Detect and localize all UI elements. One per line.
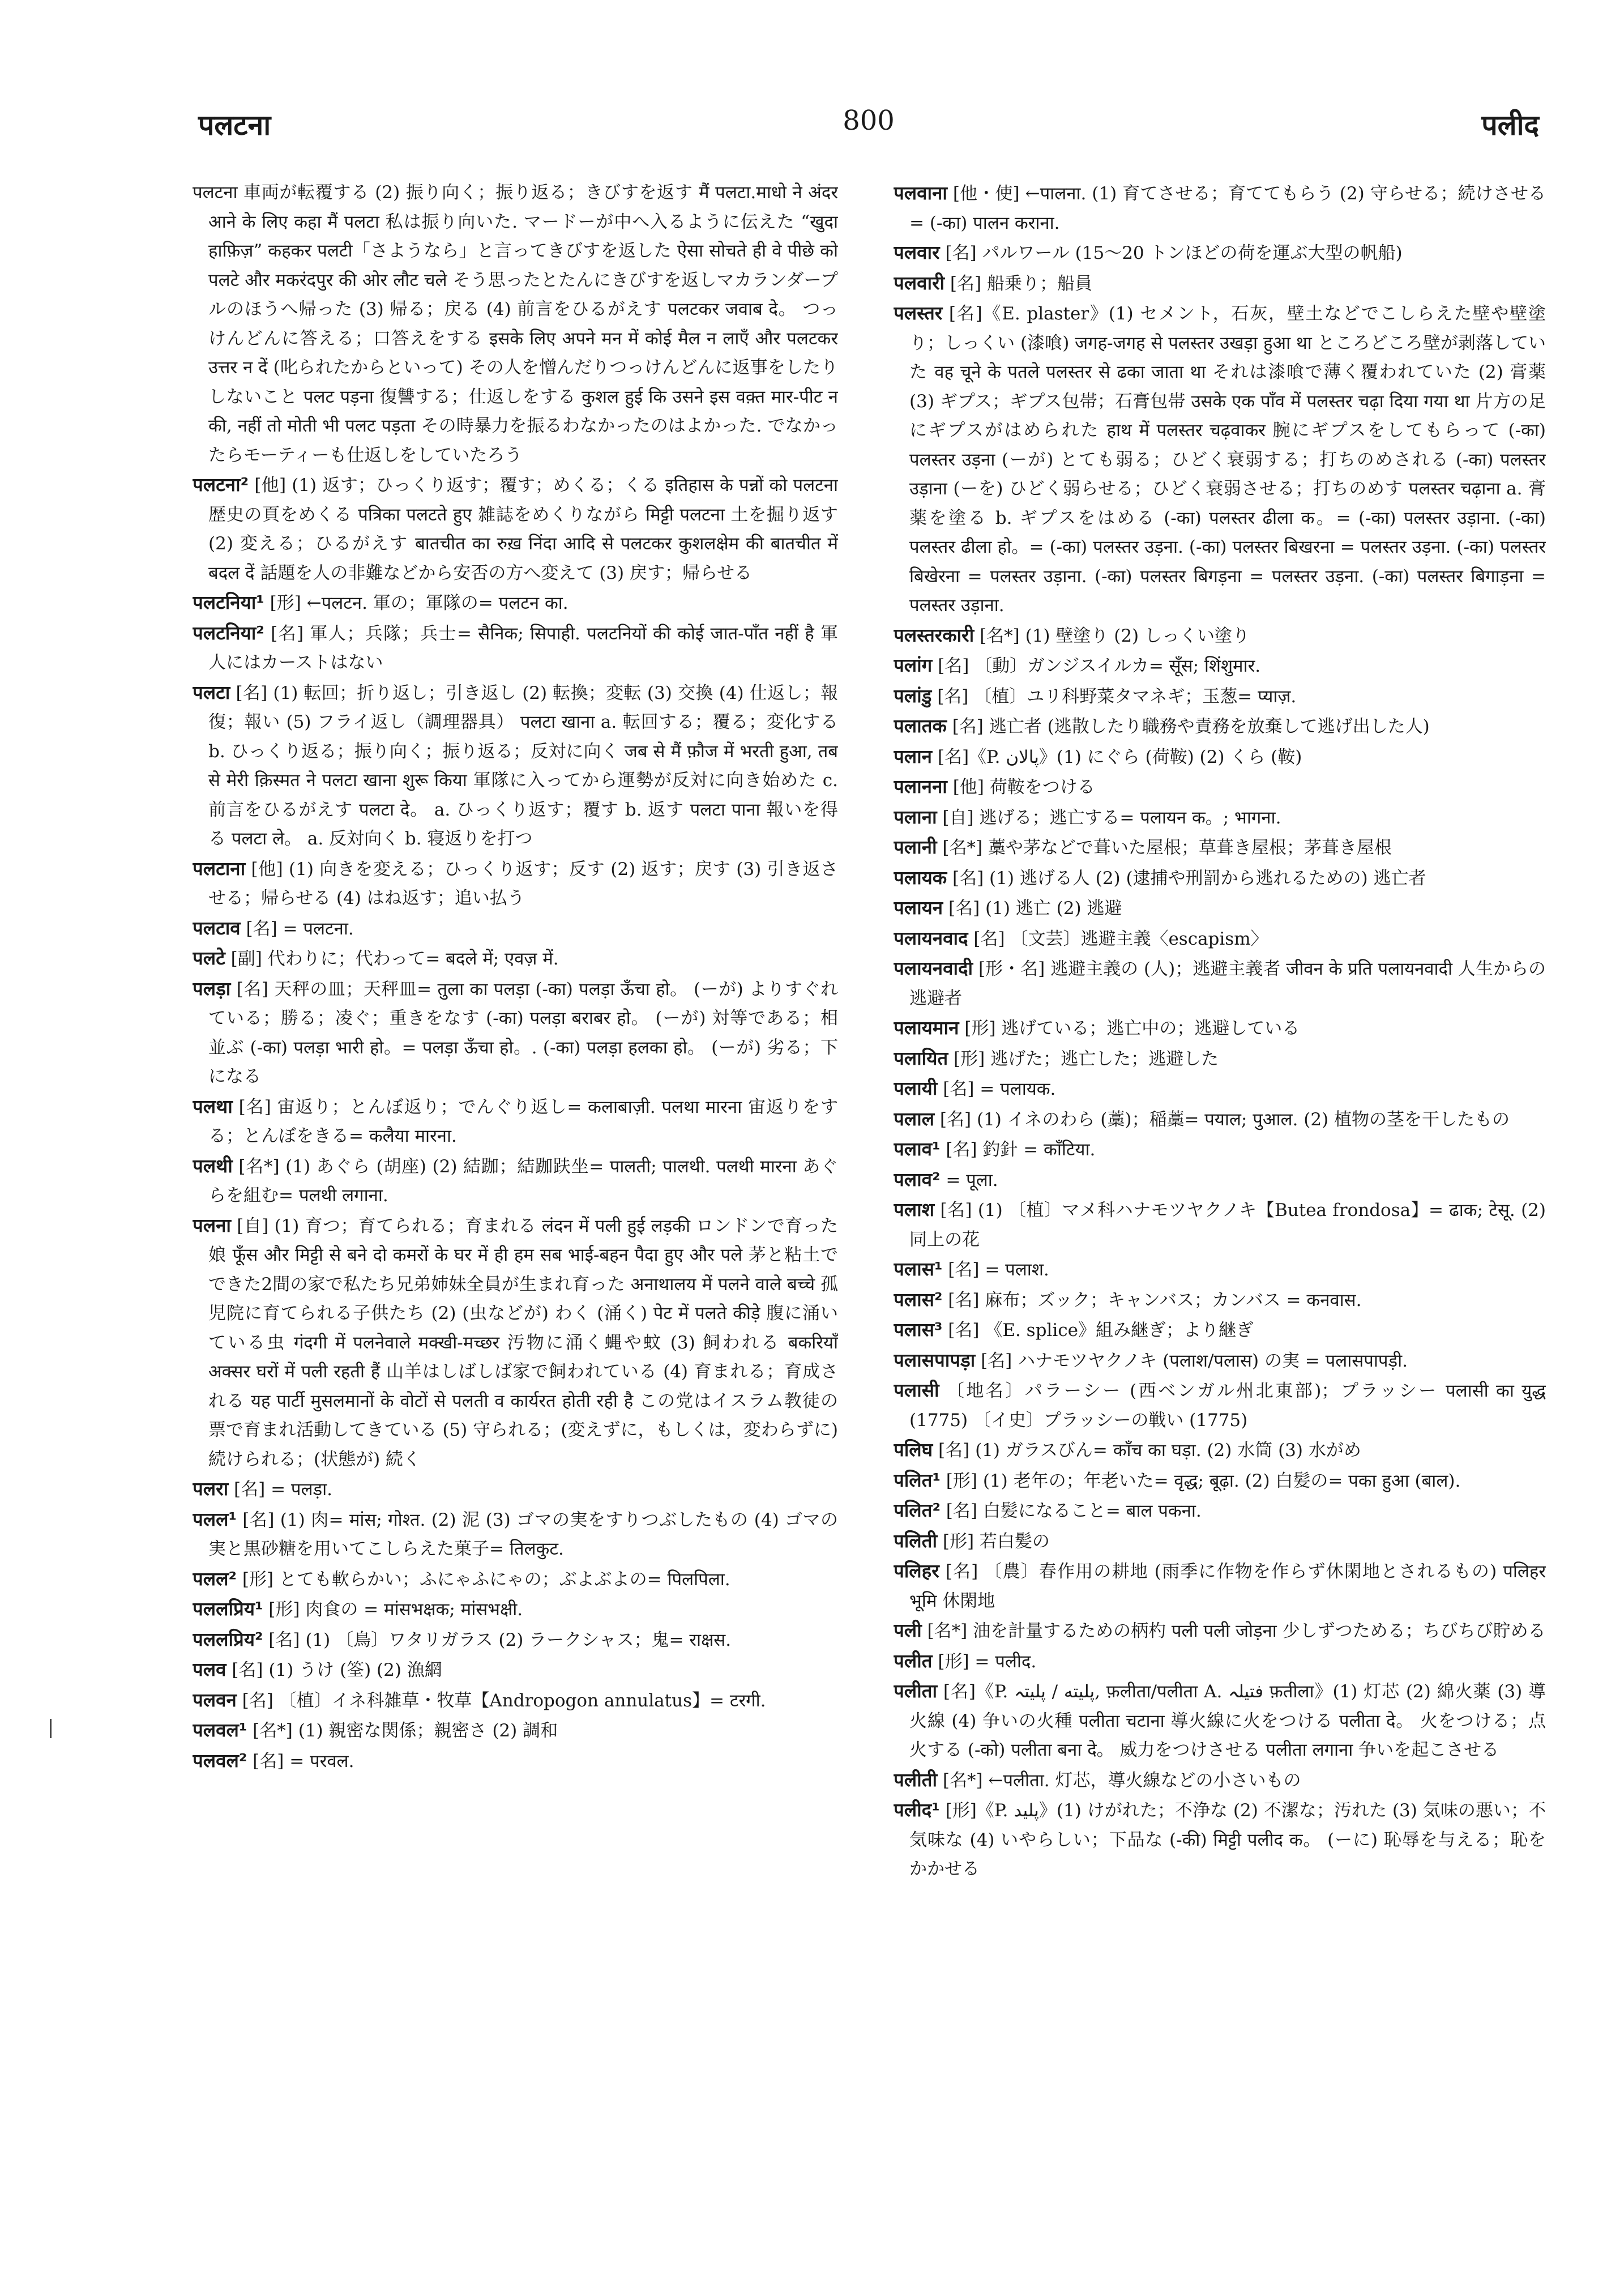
dictionary-entry [894, 1496, 1546, 1526]
dictionary-entry [894, 1074, 1546, 1104]
entry-headword: पलरा [193, 1478, 229, 1500]
entry-headword: पलटाव [193, 916, 241, 939]
dictionary-entry [193, 1151, 838, 1211]
entry-definition: [名*] ←पलीता. 灯芯，導火線などの小さいもの [942, 1770, 1301, 1791]
entry-headword: पललप्रिय² [193, 1628, 263, 1650]
entry-definition: 〔地名〕パラーシー (西ベンガル州北東部)；プラッシー पलासी का युद्ध (1775) 〔イ史〕プラッシーの戦い (1775) [909, 1381, 1546, 1431]
entry-definition: [名] (1) 逃げる人 (2) (逮捕や刑罰から逃れるための) 逃亡者 [952, 868, 1426, 889]
entry-definition: [名] 〔植〕ユリ科野菜タマネギ；玉葱= प्याज़. [937, 686, 1297, 707]
dictionary-entry [894, 924, 1546, 954]
dictionary-entry [894, 742, 1546, 772]
entry-headword: पलीती [894, 1768, 938, 1791]
entry-headword: पलांग [894, 654, 933, 676]
entry-headword: पलाना [894, 805, 937, 828]
entry-definition: [名] 天秤の皿；天秤皿= तुला का पलड़ा (-का) पलड़ा ऊँचा हो。 (ーが) よりすぐれている；勝る；凌ぐ；重きをなす (-का) पलड़ा बराबर हो。 (ーが) 対等である；相並ぶ (-का) पलड़ा भारी हो。= पलड़ा ऊँचा हो。. (-का) पलड़ा हलका हो。 (ーが) 劣る；下になる [208, 979, 838, 1087]
entry-definition: [他] (1) 返す；ひっくり返す；覆す；めくる；くる इतिहास के पन्नों को पलटना 歴史の頁をめくる पत्रिका पलटते हुए 雑誌をめくりながら मिट्टी पलटना 土を掘り返す (2) 変える；ひるがえす बातचीत का रुख़ निंदा आदि से पलटकर कुशलक्षेम की बातचीत में बदल दें 話題を人の非難などから安否の方へ変えて (3) 戻す；帰らせる [208, 475, 838, 583]
dictionary-entry [894, 1254, 1546, 1285]
entry-definition: [名] 船乗り；船員 [950, 273, 1092, 294]
dictionary-entry [193, 470, 838, 588]
dictionary-entry [193, 1715, 838, 1746]
entry-headword: पलल² [193, 1567, 237, 1590]
dictionary-entry [193, 1685, 838, 1716]
entry-definition: [名] (1) 逃亡 (2) 逃避 [948, 898, 1122, 919]
entry-definition: [名] パルワール (15〜20 トンほどの荷を運ぶ大型の帆船) [945, 243, 1403, 263]
entry-definition: [他] 荷鞍をつける [952, 777, 1095, 797]
dictionary-entry [894, 268, 1546, 299]
dictionary-entry [894, 1013, 1546, 1044]
entry-headword: पलायित [894, 1047, 948, 1069]
entry-definition: [名] 麻布；ズック；キャンバス；カンバス = कनवास. [948, 1290, 1362, 1311]
dictionary-entry [894, 1134, 1546, 1165]
entry-headword: पलवल¹ [193, 1719, 247, 1741]
dictionary-entry [193, 618, 838, 678]
dictionary-entry [894, 1346, 1546, 1376]
dictionary-entry [894, 681, 1546, 712]
entry-headword: पलटना² [193, 473, 249, 496]
entry-headword: पलवाना [894, 182, 947, 204]
entry-headword: पलिती [894, 1529, 938, 1552]
entry-definition: [形] = पलीद. [938, 1651, 1037, 1672]
entry-headword: पलानी [894, 836, 937, 858]
entry-headword: पलल¹ [193, 1508, 237, 1530]
entry-headword: पलित¹ [894, 1469, 941, 1491]
dictionary-entry [193, 1092, 838, 1151]
right-column [894, 178, 1546, 2189]
entry-headword: पलड़ा [193, 977, 231, 1000]
entry-headword: पलास³ [894, 1318, 943, 1341]
entry-definition: पलटना 車両が転覆する (2) 振り向く；振り返る；きびすを返す मैं पलटा.माधो ने अंदर आने के लिए कहा मैं पलटा 私は振り向いた. マードーが中へ入るように伝えた “खुदा हाफ़िज़” कहकर पलटी「さようなら」と言ってきびすを返した ऐसा सोचते ही वे पीछे को पलटे और मकरंदपुर की ओर लौट चले そう思ったとたんにきびすを返しマカランダープルのほうへ帰った (3) 帰る；戻る (4) 前言をひるがえす पलटकर जवाब दे。 つっけんどんに答える；口答えをする इसके लिए अपने मन में कोई मैल न लाएँ और पलटकर उत्तर न दें (叱られたからといって) その人を憎んだりつっけんどんに返事をしたりしないこと पलट पड़ना 復讐する；仕返しをする कुशल हुई कि उसने इस वक़्त मार-पीट न की, नहीं तो मोती भी पलट पड़ता その時暴力を振るわなかったのはよかった. でなかったらモーティーも仕返しをしていたろう [193, 182, 838, 466]
entry-definition: [名] 〔文芸〕逃避主義〈escapism〉 [973, 928, 1268, 949]
entry-headword: पलानना [894, 775, 947, 797]
entry-definition: [形] 肉食の = मांसभक्षक; मांसभक्षी. [268, 1599, 523, 1620]
entry-headword: पलासी [894, 1379, 939, 1401]
running-head [198, 105, 1539, 150]
entry-headword: पलास¹ [894, 1258, 943, 1280]
entry-definition: [名] 〔植〕イネ科雑草・牧草【Andropogon annulatus】= टरगी. [242, 1690, 766, 1711]
entry-headword: पलांडु [894, 684, 932, 707]
dictionary-entry [894, 651, 1546, 681]
entry-headword: पली [894, 1619, 922, 1641]
entry-headword: पलटा [193, 681, 230, 703]
entry-headword: पलवल² [193, 1749, 247, 1772]
entry-definition: [名*] 油を計量するための柄杓 पली पली जोड़ना 少しずつためる；ちびちび貯める [927, 1621, 1546, 1641]
dictionary-entry [894, 1765, 1546, 1796]
dictionary-entry [193, 944, 838, 974]
entry-headword: पलटाना [193, 857, 246, 880]
entry-headword: पलायन [894, 897, 943, 919]
entry-definition: [自] (1) 育つ；育てられる；育まれる लंदन में पली हुई लड़की ロンドンで育った娘 फूँस और मिट्टी से बने दो कमरों के घर में ही हम सब भाई-बहन पैदा हुए और पले 茅と粘土でできた2間の家で私たち兄弟姉妹全員が生まれ育った अनाथालय में पलने वाले बच्चे 孤児院に育てられる子供たち (2) (虫などが) わく (涌く) पेट में पलते कीड़े 腹に涌いている虫 गंदगी में पलनेवाले मक्खी-मच्छर 汚物に涌く蝿や蚊 (3) 飼われる बकरियाँ अक्सर घरों में पली रहती हैं 山羊はしばしば家で飼われている (4) 育まれる；育成される यह पार्टी मुसलमानों के वोटों से पलती व कार्यरत होती रही है この党はイスラム教徒の票で育まれ活動してきている (5) 守られる；(変えずに，もしくは，変わらずに) 続けられる；(状態が) 続く [208, 1215, 838, 1470]
entry-definition: [名] (1) うけ (筌) (2) 漁網 [232, 1660, 442, 1680]
margin-mark [50, 1719, 52, 1738]
entry-definition: [名] (1) ガラスびん= काँच का घड़ा. (2) 水筒 (3) 水がめ [938, 1440, 1361, 1461]
dictionary-entry [894, 238, 1546, 268]
header-right-word: पलीद [1481, 109, 1539, 142]
entry-headword: पलीता [894, 1680, 938, 1702]
entry-headword: पलवारी [894, 271, 945, 294]
entry-definition: [形] ←पलटन. 軍の；軍隊の= पलटन का. [270, 593, 569, 613]
entry-headword: पलाव² [894, 1168, 941, 1190]
dictionary-entry [894, 1676, 1546, 1765]
dictionary-entry [894, 621, 1546, 651]
dictionary-entry [894, 1044, 1546, 1074]
entry-definition: [形] 逃げた；逃亡した；逃避した [954, 1048, 1219, 1069]
dictionary-entry [894, 863, 1546, 894]
dictionary-entry [193, 178, 838, 470]
dictionary-entry [193, 678, 838, 854]
entry-headword: पलीद¹ [894, 1799, 940, 1821]
dictionary-entry [193, 1594, 838, 1625]
dictionary-entry [193, 1655, 838, 1685]
entry-headword: पलिहर [894, 1560, 939, 1582]
entry-headword: पलव [193, 1658, 226, 1680]
entry-definition: [副] 代わりに；代わって= बदले में; एवज़ में. [230, 949, 559, 969]
entry-headword: पलायमान [894, 1017, 959, 1039]
entry-headword: पलटे [193, 947, 225, 969]
dictionary-entry [894, 1795, 1546, 1884]
entry-definition: [名] 〔動〕ガンジスイルカ= सूँस; शिंशुमार. [938, 656, 1261, 676]
entry-definition: [形] とても軟らかい；ふにゃふにゃの；ぶよぶよの= पिलपिला. [242, 1569, 730, 1590]
entry-definition: [形・名] 逃避主義の (人)；逃避主義者 जीवन के प्रति पलायनवादी 人生からの逃避者 [909, 959, 1546, 1009]
entry-headword: पलटनिया¹ [193, 591, 264, 613]
entry-definition: [名] 軍人；兵隊；兵士= सैनिक; सिपाही. पलटनियों की कोई जात-पाँत नहीं है 軍人にはカーストはない [208, 623, 838, 673]
entry-definition: [名]《P. پالان》(1) にぐら (荷鞍) (2) くら (鞍) [937, 746, 1302, 767]
entry-headword: पलथा [193, 1095, 233, 1117]
entry-definition: [自] 逃げる；逃亡する= पलायन क。; भागना. [942, 807, 1281, 828]
entry-headword: पलायक [894, 866, 947, 889]
left-column [193, 178, 838, 2189]
dictionary-entry [193, 914, 838, 944]
entry-definition: [形]《P. پلید》(1) けがれた；不浄な (2) 不潔な；汚れた (3) 気味の悪い；不気味な (4) いやらしい；下品な (-की) मिट्टी पलीद क。 (ーに) 恥辱を与える；恥をかかせる [909, 1800, 1546, 1879]
entry-definition: [名] 〔農〕春作用の耕地 (雨季に作物を作らず休閑地とされるもの) पलिहर भूमि 休閑地 [909, 1561, 1546, 1611]
entry-definition: = पूला. [946, 1170, 998, 1190]
dictionary-entry [894, 1104, 1546, 1135]
entry-definition: [名] 宙返り；とんぼ返り；でんぐり返し= कलाबाज़ी. पलथा मारना 宙返りをする；とんぼをきる= कलैया मारना. [208, 1096, 838, 1146]
entry-definition: [名] ハナモツヤクノキ (पलाश/पलास) の実 = पलासपापड़ी. [981, 1350, 1408, 1371]
entry-headword: पलाव¹ [894, 1138, 941, 1160]
entry-headword: पलना [193, 1214, 231, 1236]
dictionary-entry [193, 974, 838, 1092]
dictionary-entry [894, 893, 1546, 924]
entry-definition: [名] 《E. splice》組み継ぎ；より継ぎ [948, 1320, 1254, 1341]
dictionary-entry [894, 1646, 1546, 1677]
dictionary-entry [894, 1285, 1546, 1316]
dictionary-entry [894, 954, 1546, 1013]
entry-headword: पलास² [894, 1288, 943, 1311]
entry-definition: [名] (1) 〔鳥〕ワタリガラス (2) ラークシャス；鬼= राक्षस. [268, 1629, 732, 1650]
entry-definition: [名] (1) 転回；折り返し；引き返し (2) 転換；変転 (3) 交換 (4) 仕返し；報復；報い (5) フライ返し（調理器具） पलटा खाना a. 転回する；覆る；変化する b. ひっくり返る；振り向く；振り返る；反対に向く जब से मैं फ़ौज में भरती हुआ, तब से मेरी क़िस्मत ने पलटा खाना शुरू किया 軍隊に入ってから運勢が反対に向き始めた c. 前言をひるがえす पलटा दे。 a. ひっくり返す；覆す b. 返す पलटा पाना 報いを得る पलटा ले。 a. 反対向く b. 寝返りを打つ [208, 682, 838, 849]
dictionary-entry [193, 588, 838, 618]
entry-definition: [名*] 藁や茅などで葺いた屋根；草葺き屋根；茅葺き屋根 [942, 838, 1392, 858]
entry-definition: [名] = पलड़ा. [234, 1479, 332, 1500]
dictionary-entry [894, 711, 1546, 742]
entry-definition: [他・使] ←पालना. (1) 育てさせる；育ててもらう (2) 守らせる；続けさせる= (-का) पालन कराना. [909, 183, 1546, 233]
dictionary-entry [894, 178, 1546, 238]
entry-definition: [形] (1) 老年の；年老いた= वृद्ध; बूढ़ा. (2) 白髪の= पका हुआ (बाल). [946, 1470, 1461, 1491]
entry-headword: पलित² [894, 1499, 941, 1521]
dictionary-entry [894, 772, 1546, 803]
entry-headword: पलान [894, 745, 932, 767]
dictionary-entry [193, 1746, 838, 1777]
entry-definition: [形] 逃げている；逃亡中の；逃避している [964, 1018, 1300, 1039]
dictionary-entry [894, 1376, 1546, 1435]
entry-definition: [他] (1) 向きを変える；ひっくり返す；反す (2) 返す；戻す (3) 引き返させる；帰らせる (4) はね返す；追い払う [208, 859, 838, 908]
entry-definition: [名] 逃亡者 (逃散したり職務や責務を放棄して逃げ出した人) [952, 716, 1430, 737]
entry-definition: [名] = परवल. [253, 1751, 354, 1772]
dictionary-entry [193, 854, 838, 914]
entry-definition: [名] = पलाश. [948, 1260, 1049, 1280]
entry-definition: [名] (1) イネのわら (藁)；稲藁= पयाल; पुआल. (2) 植物の茎を干したもの [939, 1109, 1510, 1130]
entry-definition: [名] 釣針 = काँटिया. [946, 1139, 1096, 1160]
entry-headword: पलासपापड़ा [894, 1348, 976, 1371]
entry-definition: [名] 白髪になること= बाल पकना. [946, 1501, 1202, 1521]
dictionary-entry [894, 1526, 1546, 1557]
entry-headword: पलिघ [894, 1439, 933, 1461]
entry-definition: [名]《E. plaster》(1) セメント，石灰，壁土などでこしらえた壁や壁塗り；しっくい (漆喰) जगह-जगह से पलस्तर उखड़ा हुआ था ところどころ壁が剥落していた वह चूने के पतले पलस्तर से ढका जाता था それは漆喰で薄く覆われていた (2) 膏薬 (3) ギプス；ギプス包帯；石膏包帯 उसके एक पाँव में पलस्तर चढ़ा दिया गया था 片方の足にギプスがはめられた हाथ में पलस्तर चढ़वाकर 腕にギプスをしてもらって (-का) पलस्तर उड़ना (ーが) とても弱る；ひどく衰弱する；打ちのめされる (-का) पलस्तर उड़ाना (ーを) ひどく弱らせる；ひどく衰弱させる；打ちのめす पलस्तर चढ़ाना a. 膏薬を塗る b. ギプスをはめる (-का) पलस्तर ढीला क。= (-का) पलस्तर उड़ाना. (-का) पलस्तर ढीला हो。= (-का) पलस्तर उड़ना. (-का) पलस्तर बिखरना = पलस्तर उड़ना. (-का) पलस्तर बिखेरना = पलस्तर उड़ाना. (-का) पलस्तर बिगड़ना = पलस्तर उड़ना. (-का) पलस्तर बिगाड़ना = पलस्तर उड़ाना. [909, 304, 1546, 616]
dictionary-entry [894, 803, 1546, 833]
entry-headword: पलाल [894, 1107, 935, 1130]
entry-definition: [形] 若白髪の [942, 1531, 1050, 1552]
dictionary-entry [894, 1616, 1546, 1646]
entry-definition: [名] (1) 肉= मांस; गोश्त. (2) 泥 (3) ゴマの実をすりつぶしたもの (4) ゴマの実と黒砂糖を用いてこしらえた菓子= तिलकुट. [208, 1509, 838, 1559]
dictionary-entry [894, 1556, 1546, 1616]
entry-definition: [名*] (1) あぐら (胡座) (2) 結跏；結跏趺坐= पालती; पालथी. पलथी मारना あぐらを組む= पलथी लगाना. [208, 1156, 838, 1206]
entry-definition: [名]《P. پلیته / پلیتہ, फ़लीता/पलीता A. فتیلہ फ़तीला》(1) 灯芯 (2) 綿火薬 (3) 導火線 (4) 争いの火種 पलीता चटाना 導火線に火をつける पलीता दे。 火をつける；点火する (-को) पलीता बना दे。 威力をつけさせる पलीता लगाना 争いを起こさせる [909, 1681, 1546, 1760]
dictionary-entry [894, 833, 1546, 863]
entry-headword: पलातक [894, 715, 947, 737]
entry-headword: पलीत [894, 1649, 933, 1672]
dictionary-entry [193, 1505, 838, 1564]
entry-headword: पलटनिया² [193, 621, 264, 644]
header-left-word: पलटना [198, 109, 271, 142]
entry-headword: पलायी [894, 1077, 938, 1099]
page-number: 800 [843, 105, 895, 136]
entry-definition: [名*] (1) 親密な関係；親密さ (2) 調和 [253, 1721, 558, 1741]
dictionary-entry [193, 1474, 838, 1505]
entry-headword: पललप्रिय¹ [193, 1598, 263, 1620]
entry-definition: [名] (1) 〔植〕マメ科ハナモツヤクノキ【Butea frondosa】= ढाक; टेसू. (2) 同上の花 [909, 1200, 1546, 1250]
entry-headword: पलस्तर [894, 302, 943, 324]
dictionary-entry [894, 1466, 1546, 1496]
entry-headword: पलथी [193, 1154, 233, 1177]
dictionary-entry [894, 1195, 1546, 1254]
dictionary-entry [193, 1564, 838, 1595]
entry-headword: पलायनवाद [894, 927, 968, 949]
entry-headword: पलवन [193, 1688, 237, 1711]
dictionary-entry [193, 1625, 838, 1655]
dictionary-entry [894, 1435, 1546, 1466]
entry-headword: पलवार [894, 241, 940, 263]
entry-definition: [名] = पलायक. [943, 1079, 1056, 1099]
entry-headword: पलायनवादी [894, 957, 973, 979]
dictionary-entry [894, 1165, 1546, 1196]
entry-headword: पलाश [894, 1198, 935, 1220]
entry-definition: [名] = पलटना. [246, 918, 354, 939]
entry-headword: पलस्तरकारी [894, 624, 975, 646]
dictionary-entry [894, 1315, 1546, 1346]
dictionary-entry [894, 298, 1546, 621]
dictionary-entry [193, 1211, 838, 1475]
entry-definition: [名*] (1) 壁塗り (2) しっくい塗り [980, 625, 1250, 646]
